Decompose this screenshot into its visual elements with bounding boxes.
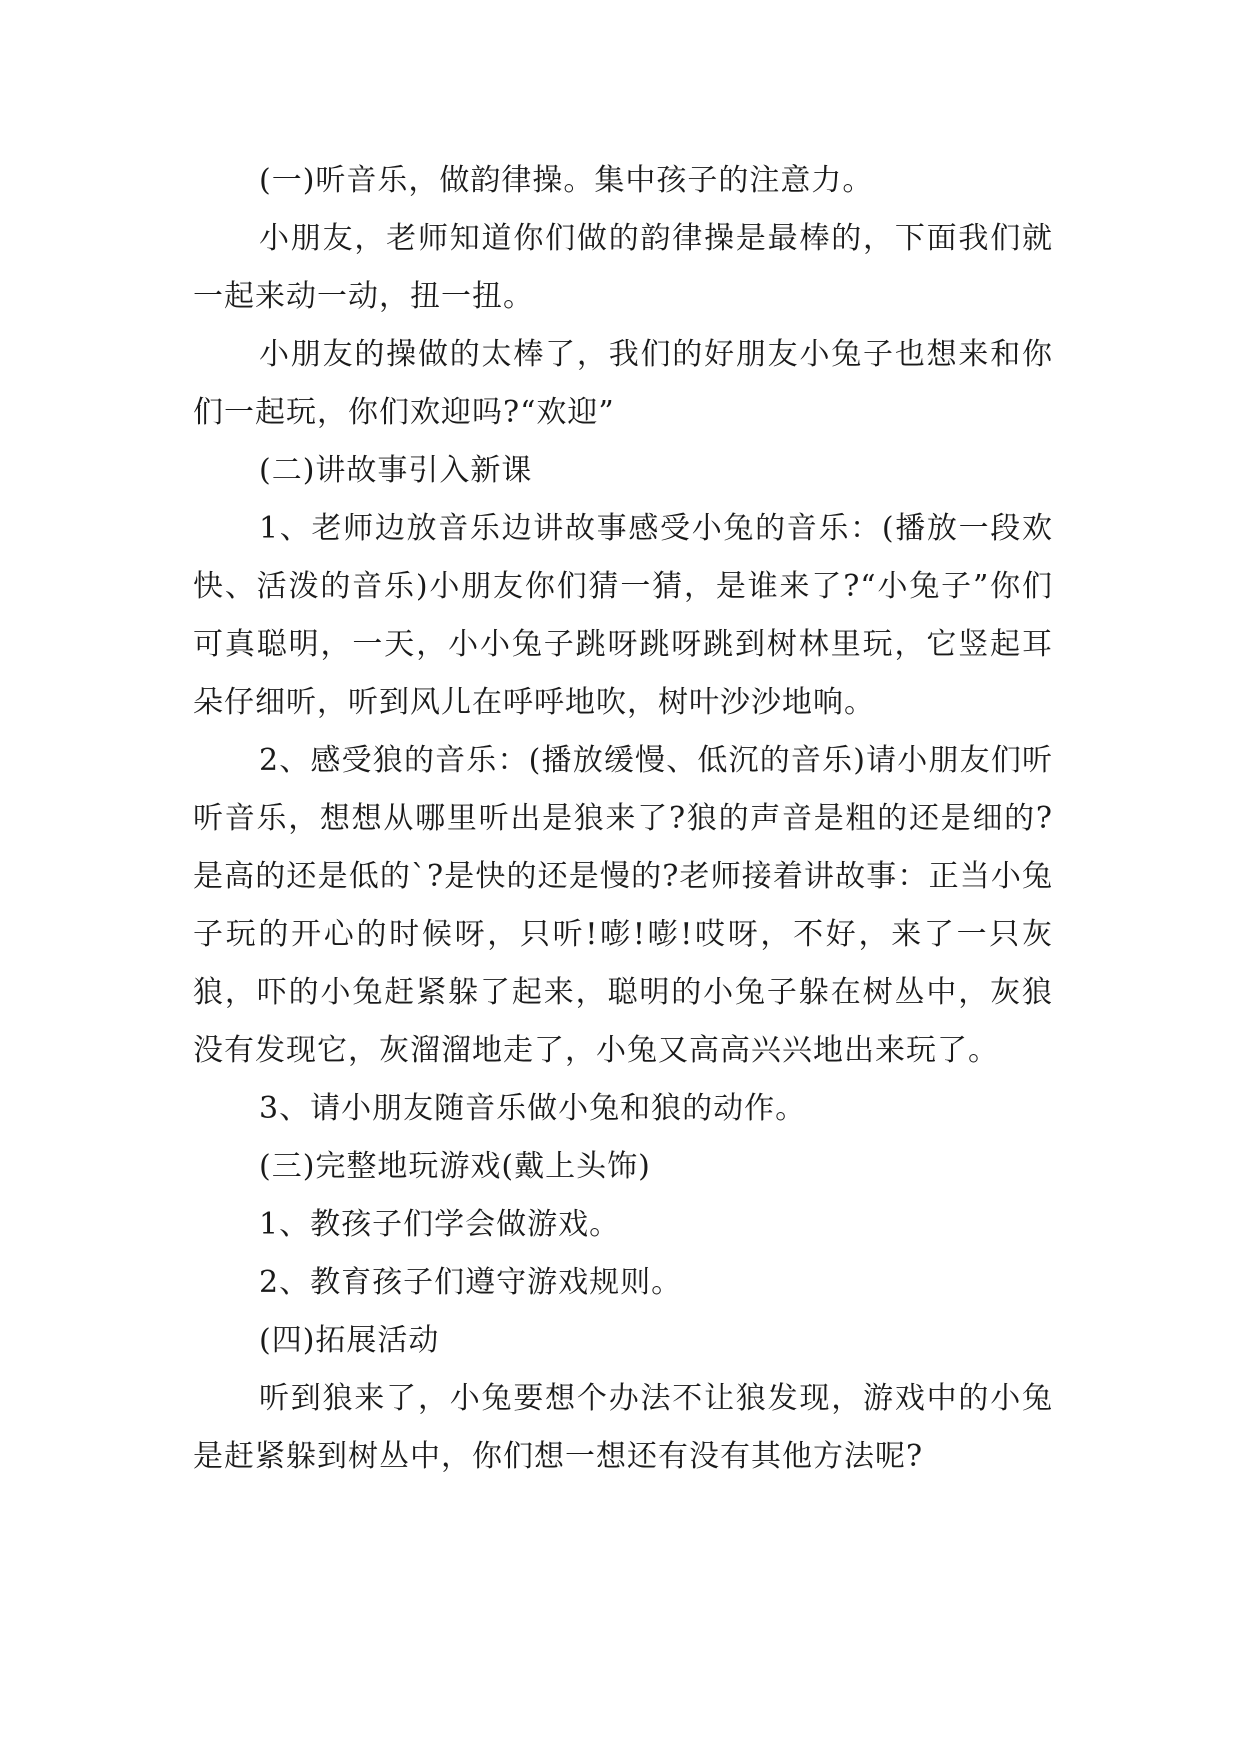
section-heading-2: (二)讲故事引入新课 [259, 453, 533, 488]
section-heading-1: (一)听音乐，做韵律操。集中孩子的注意力。 [259, 163, 874, 198]
paragraph: 3、请小朋友随音乐做小兔和狼的动作。 [259, 1091, 807, 1126]
paragraph: 1、老师边放音乐边讲故事感受小兔的音乐：(播放一段欢快、活泼的音乐)小朋友你们猜一猜，是谁来了?“小兔子”你们可真聪明，一天，小小兔子跳呀跳呀跳到树林里玩，它竖起耳朵仔细听，听到风儿在呼呼地吹，树叶沙沙地响。 [193, 511, 1053, 720]
paragraph: 小朋友的操做的太棒了，我们的好朋友小兔子也想来和你们一起玩，你们欢迎吗?“欢迎” [193, 337, 1053, 430]
paragraph: 2、教育孩子们遵守游戏规则。 [259, 1265, 683, 1300]
document-body [193, 152, 1053, 1486]
paragraph: 2、感受狼的音乐：(播放缓慢、低沉的音乐)请小朋友们听听音乐，想想从哪里听出是狼来了?狼的声音是粗的还是细的?是高的还是低的`?是快的还是慢的?老师接着讲故事：正当小兔子玩的开心的时候呀，只听!嘭!嘭!哎呀，不好，来了一只灰狼，吓的小兔赶紧躲了起来，聪明的小兔子躲在树丛中，灰狼没有发现它，灰溜溜地走了，小兔又高高兴兴地出来玩了。 [193, 743, 1053, 1068]
section-heading-3: (三)完整地玩游戏(戴上头饰) [259, 1149, 651, 1184]
paragraph: 1、教孩子们学会做游戏。 [259, 1207, 621, 1242]
paragraph: 听到狼来了，小兔要想个办法不让狼发现，游戏中的小兔是赶紧躲到树丛中，你们想一想还有没有其他方法呢? [193, 1381, 1053, 1474]
section-heading-4: (四)拓展活动 [259, 1323, 440, 1358]
paragraph: 小朋友，老师知道你们做的韵律操是最棒的，下面我们就一起来动一动，扭一扭。 [193, 221, 1053, 314]
